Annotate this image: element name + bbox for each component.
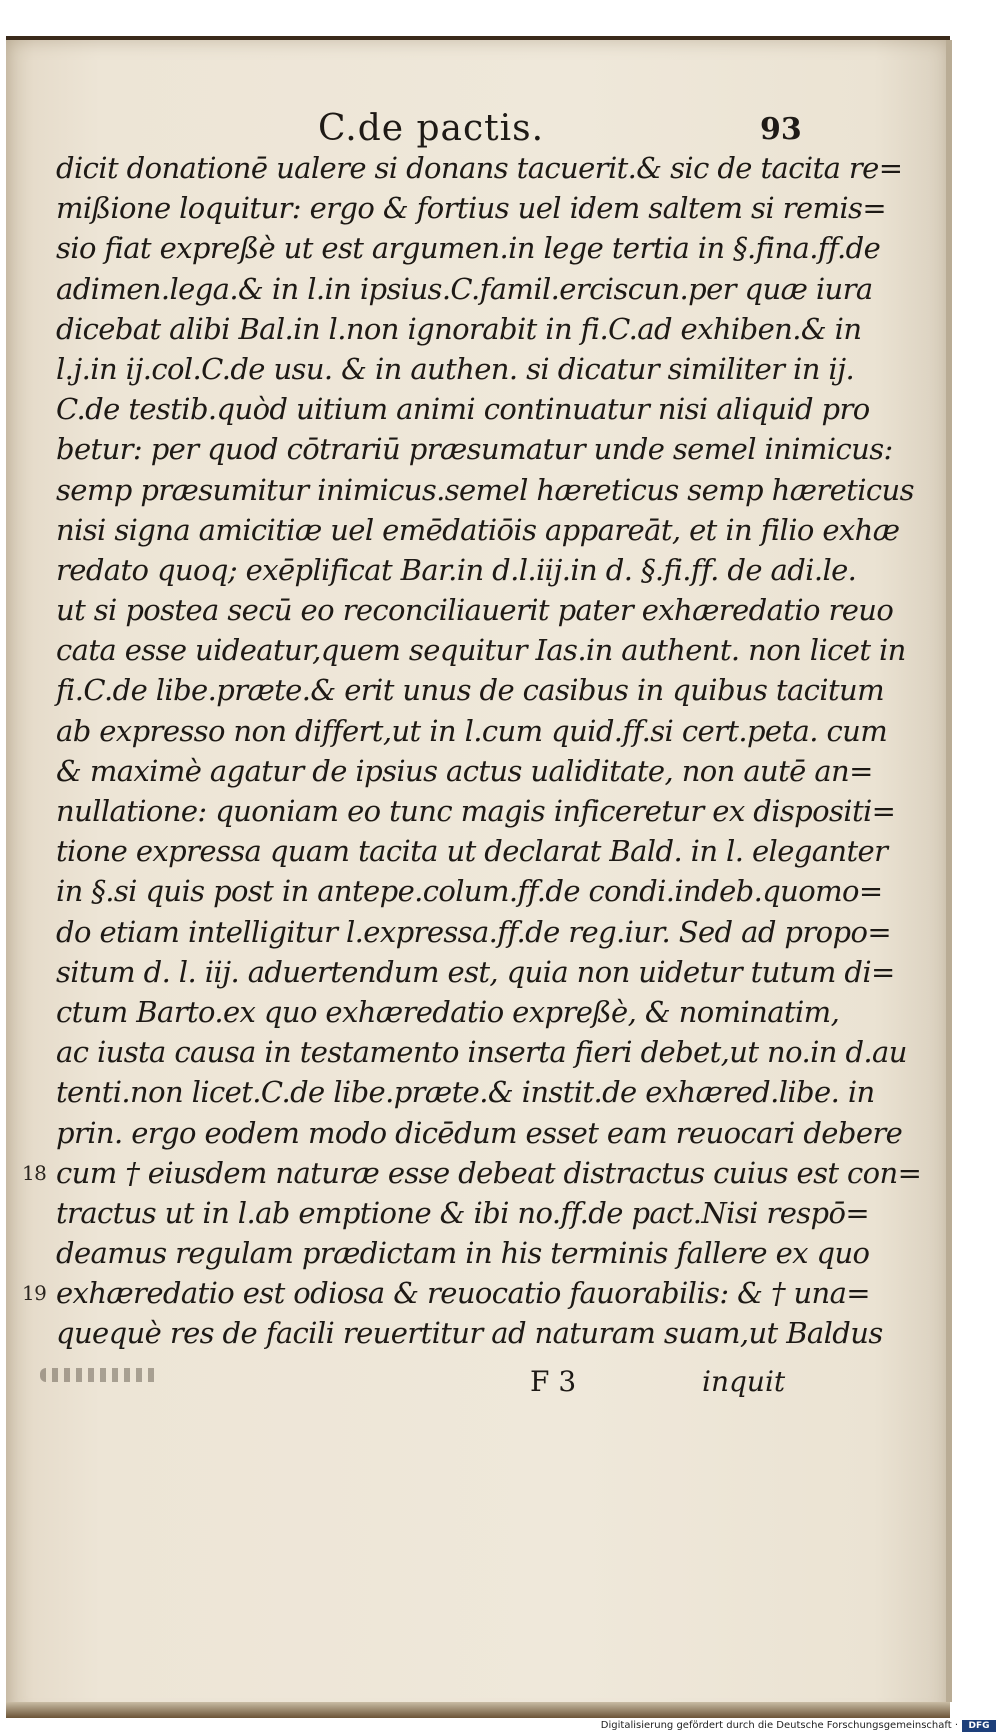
text-line-content: exhæredatio est odiosa & reuocatio fauorabilis: & † una= <box>56 1276 870 1311</box>
text-line-content: dicebat alibi Bal.in l.non ignorabit in fi.C.ad exhiben.& in <box>56 311 862 346</box>
margin-number: 18 <box>22 1160 47 1185</box>
text-line <box>56 912 892 952</box>
text-line <box>56 871 883 911</box>
text-line-content: ac iusta causa in testamento inserta fieri debet,ut no.in d.au <box>56 1035 907 1070</box>
text-line <box>56 1193 870 1233</box>
text-line <box>22 1273 870 1313</box>
running-title: C.de pactis. <box>318 108 545 149</box>
text-line <box>56 429 893 469</box>
text-line <box>56 1072 875 1112</box>
text-line-content: betur: per quod cōtrariū præsumatur unde semel inimicus: <box>56 432 893 467</box>
text-line <box>56 1032 907 1072</box>
margin-number: 19 <box>22 1281 47 1306</box>
text-line <box>56 791 896 831</box>
text-line <box>56 952 895 992</box>
text-line-content: ab expresso non differt,ut in l.cum quid.ff.si cert.peta. cum <box>56 713 888 748</box>
text-line-content: fi.C.de libe.præte.& erit unus de casibus in quibus tacitum <box>56 673 884 708</box>
page-bottom-edge <box>6 1702 950 1718</box>
text-line <box>56 349 855 389</box>
text-line-content: l.j.in ij.col.C.de usu. & in authen. si dicatur similiter in ij. <box>56 351 855 386</box>
text-line-content: prin. ergo eodem modo dicēdum esset eam reuocari debere <box>56 1115 903 1150</box>
page-footer <box>0 1365 1000 1405</box>
text-line <box>56 711 888 751</box>
text-line-content: & maximè agatur de ipsius actus ualiditate, non autē an= <box>56 753 873 788</box>
text-line <box>56 590 894 630</box>
text-line <box>56 470 914 510</box>
text-line <box>56 1313 883 1353</box>
credit-text: Digitalisierung gefördert durch die Deutsche Forschungsgemeinschaft · <box>600 1720 958 1731</box>
text-line <box>56 389 870 429</box>
text-line-content: semp præsumitur inimicus.semel hæreticus semp hæreticus <box>56 472 914 507</box>
text-line <box>56 630 906 670</box>
text-line <box>56 751 873 791</box>
text-line <box>56 309 862 349</box>
text-line-content: cata esse uideatur,quem sequitur Ias.in authent. non licet in <box>56 633 906 668</box>
text-line-content: in §.si quis post in antepe.colum.ff.de condi.indeb.quomo= <box>56 874 883 909</box>
credit-bar <box>0 1718 1000 1734</box>
text-line-content: do etiam intelligitur l.expressa.ff.de reg.iur. Sed ad propo= <box>56 914 892 949</box>
text-line <box>56 148 903 188</box>
text-line <box>56 510 900 550</box>
page-right-edge <box>946 40 952 1702</box>
text-line <box>56 992 840 1032</box>
folio-number: 93 <box>760 112 802 147</box>
text-line-content: tenti.non licet.C.de libe.præte.& instit.de exhæred.libe. in <box>56 1075 875 1110</box>
text-line <box>56 228 881 268</box>
text-line-content: C.de testib.quòd uitium animi continuatur nisi aliquid pro <box>56 392 870 427</box>
text-line <box>56 831 888 871</box>
text-line <box>56 1233 870 1273</box>
text-line-content: dicit donationē ualere si donans tacuerit.& sic de tacita re= <box>56 151 903 185</box>
text-line-content: ctum Barto.ex quo exhæredatio expreßè, & nominatim, <box>56 994 840 1029</box>
text-line-content: tractus ut in l.ab emptione & ibi no.ff.de pact.Nisi respō= <box>56 1195 870 1230</box>
text-line <box>56 550 857 590</box>
text-line <box>22 1153 922 1193</box>
body-text <box>22 148 922 1354</box>
text-line <box>56 1113 903 1153</box>
text-line <box>56 188 887 228</box>
text-line <box>56 670 884 710</box>
catchword: inquit <box>702 1365 786 1398</box>
text-line-content: situm d. l. iij. aduertendum est, quia non uidetur tutum di= <box>56 954 895 989</box>
text-line-content: sio fiat expreßè ut est argumen.in lege tertia in §.fina.ff.de <box>56 231 881 266</box>
text-line-content: deamus regulam prædictam in his terminis fallere ex quo <box>56 1236 870 1271</box>
text-line <box>56 269 873 309</box>
text-line-content: ut si postea secū eo reconciliauerit pater exhæredatio reuo <box>56 593 894 628</box>
text-line-content: nullatione: quoniam eo tunc magis inficeretur ex dispositi= <box>56 794 896 828</box>
text-line-content: adimen.lega.& in l.in ipsius.C.famil.erciscun.per quæ iura <box>56 271 873 306</box>
signature-mark: F 3 <box>530 1365 577 1398</box>
text-line-content: nisi signa amicitiæ uel emēdatiōis appareāt, et in filio exhæ <box>56 512 900 547</box>
text-line-content: redato quoq; exēplificat Bar.in d.l.iij.in d. §.fi.ff. de adi.le. <box>56 552 857 587</box>
dfg-logo: DFG <box>962 1720 996 1732</box>
text-line-content: cum † eiusdem naturæ esse debeat distractus cuius est con= <box>56 1155 922 1190</box>
text-line-content: tione expressa quam tacita ut declarat Bald. in l. eleganter <box>56 834 888 869</box>
text-line-content: mißione loquitur: ergo & fortius uel idem saltem si remis= <box>56 191 887 226</box>
text-line-content: quequè res de facili reuertitur ad naturam suam,ut Baldus <box>56 1316 883 1351</box>
